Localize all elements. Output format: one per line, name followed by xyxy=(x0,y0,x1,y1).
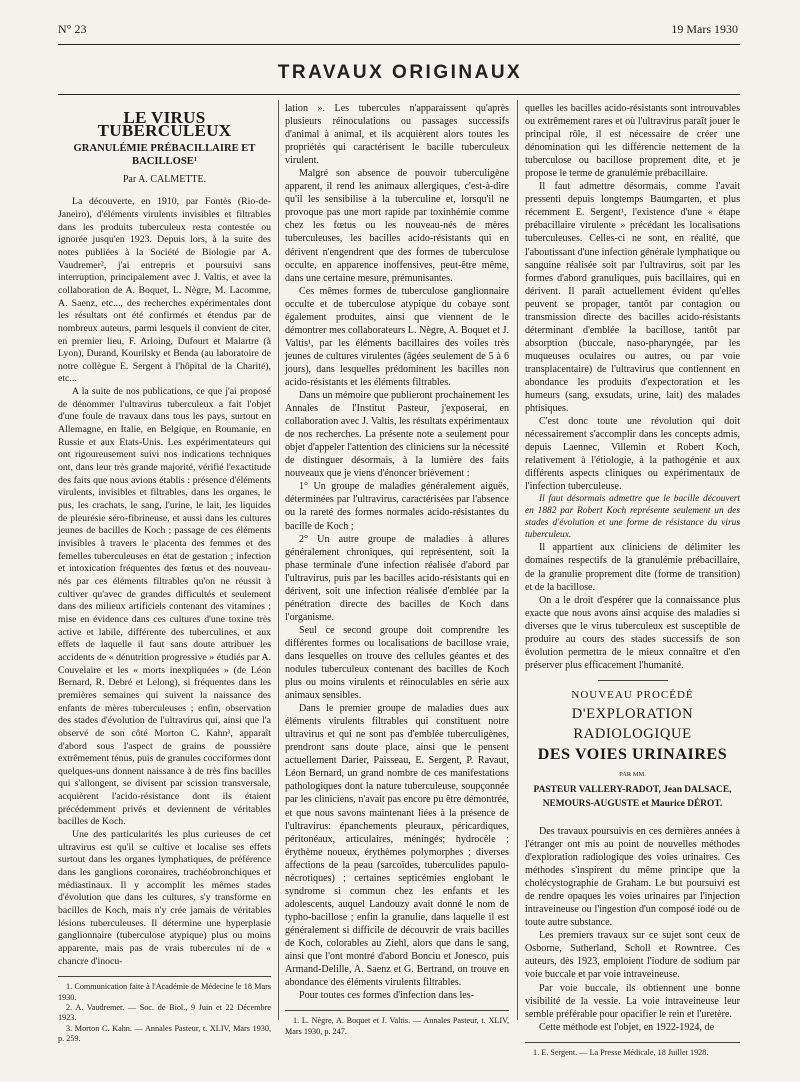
paragraph: 1° Un groupe de maladies généralement aiguës, déterminées par l'ultravirus, caractérisées par l'absence ou la rareté des formes normales acido-résistantes du bacille de Koch ; xyxy=(285,481,509,532)
paragraph: Cette méthode est l'objet, en 1922-1924, de xyxy=(539,1021,715,1033)
paragraph: La découverte, en 1910, par Fontès (Rio-de-Janeiro), d'éléments virulents invisibles et filtrables dans les produits tuberculeux resta contestée ou ignorée jusqu'en 1923. Depuis lors, à la suite des notes publiées à la Société de Biologie par A. Vaudremer², j'ai entrepris et poursuivi sans interruption, principalement avec J. Valtis, et avec la collaboration de A. Boquet, L. Nègre, M. Lacomme, A. Saenz, etc..., des recherches expérimentales dont les résultats ont été confirmés et étendus par de nombreux auteurs, parmi lesquels il convient de citer, en premier lieu, F. Arloing, Dufourt et Malartre (à Lyon), Durand, Kourilsky et Benda (au laboratoire de notre collègue E. Sergent à l'hôpital de la Charité), etc... xyxy=(58,196,271,385)
article2-authors-line1: PASTEUR VALLERY-RADOT, Jean DALSACE, xyxy=(533,784,732,795)
paragraph-italic: Il faut désormais admettre que le bacille découvert en 1882 par Robert Koch représente seulement un des stades d'évolution et une forme de résistance du virus tuberculeux. xyxy=(525,494,740,541)
article2-title-line3: DES VOIES URINAIRES xyxy=(537,745,728,763)
article-separator xyxy=(598,680,668,681)
footnote-rule xyxy=(525,1042,740,1043)
footnote-rule xyxy=(58,976,271,977)
paragraph: Ces mêmes formes de tuberculose ganglionnaire occulte et de tuberculose atypique du cobaye sont également produites, ainsi que viennent de le démontrer mes collaborateurs L. Nègre, A. Boquet et J. Valtis¹, par les éléments bacillaires des voiles très jeunes de cultures virulentes (âgées seulement de 5 à 6 jours), dans lesquelles prédominent les bacilles non acido-résistants et les éléments filtrables. xyxy=(285,285,509,388)
section-rule xyxy=(58,94,740,95)
article2-title-line2: D'EXPLORATION RADIOLOGIQUE xyxy=(571,705,694,742)
column-2 xyxy=(285,102,509,1037)
paragraph: Il faut admettre désormais, comme l'avait pressenti depuis longtemps Baumgarten, et plus récemment E. Sergent¹, l'existence d'une « étape prébacillaire virulente » précédant les localisations tuberculeuses. Celles-ci ne sont, en réalité, que l'aboutissant d'une infection générale lymphatique ou sanguine réalisée soit par l'ultravirus, soit par les formes d'abord granuliques, puis bacillaires, qui en dérivent. Il paraît actuellement évident qu'elles peuvent se propager, tantôt par contagion ou transmission directe des bacilles acido-résistants déterminant d'emblée la bacillose, tantôt par absorption (buccale, naso-pharyngée, par les muqueuses oculaires ou autres, ou par voie transplacentaire) de l'ultravirus que contiennent en abondance les produits d'expectoration et les humeurs (sang, exsudats, urine, lait) des malades phtisiques. xyxy=(525,181,740,415)
paragraph: quelles les bacilles acido-résistants sont introuvables ou extrêmement rares et où l'ultravirus paraît jouer le principal rôle, il est nécessaire de créer une dénomination qui les différencie nettement de la tuberculose ou bacillose proprement dite, et je propose le terme de granulémie prébacillaire. xyxy=(525,103,740,180)
footnote: 2. A. Vaudremer. — Soc. de Biol., 9 Juin et 22 Décembre 1923. xyxy=(58,1002,271,1023)
footnote: 1. Communication faite à l'Académie de Médecine le 18 Mars 1930. xyxy=(58,982,271,1002)
article2-par: PAR MM. xyxy=(619,770,646,778)
column-3 xyxy=(525,102,740,1058)
article-title: LE VIRUS TUBERCULEUX xyxy=(97,108,232,140)
column-1 xyxy=(58,102,271,1044)
paragraph: Dans le premier groupe de maladies dues aux éléments virulents filtrables qui constituent notre ultravirus et qui ne sont pas d'emblée tuberculigènes, prendront sans doute place, ainsi que le pensent actuellement Darier, Paisseau, E. Sergent, P. Ravaut, Léon Bernard, un grand nombre de ces manifestations pathologiques dont la nature tuberculeuse, soupçonnée par les cliniciens, n'avait pas encore pu être démontrée, et que nous savons maintenant liées à la présence de l'ultravirus: épanchements pleuraux, péricardiques, péritonéaux, articulaires, méningés; hydrocèle ; érythème noueux, érythèmes polymorphes ; diverses affections de la peau (sarcoïdes, tuberculides papulo-nécrotiques) ; certaines septicémies englobant le syndrome si commun chez les enfants et les adolescents, auquel Landouzy avait donné le nom de typho-bacillose ; enfin la granulie, dans laquelle il est généralement si difficile de découvrir de vrais bacilles de Koch, colorables au Ziehl, alors que dans le sang, ainsi que l'ont montré d'abord Bonciu et Jonesco, puis Armand-Delille, A. Saenz et G. Bertrand, on trouve en abondance des éléments virulents filtrables. xyxy=(285,703,509,989)
paragraph: Des travaux poursuivis en ces dernières années à l'étranger ont mis au point de nouvelles méthodes d'exploration radiologique des voies urinaires. Ces méthodes s'inspirent du même principe que la cholécystographie de Graham. Le but poursuivi est de rendre opaques les voies urinaires par l'injection intraveineuse ou l'ingestion d'un composé iodé ou de toute autre substance. xyxy=(525,825,740,929)
article-byline: Par A. CALMETTE. xyxy=(122,173,207,185)
paragraph: Pour toutes ces formes d'infection dans les- xyxy=(299,990,475,1002)
paragraph: 2° Un autre groupe de maladies à allures généralement chroniques, qui représentent, soit la phase terminale d'une infection réalisée d'abord par l'ultravirus, puis par les bacilles acido-résistants qui en dérivent, soit une infection réalisée d'emblée par la pénétration directe des bacilles de Koch dans l'organisme. xyxy=(285,533,509,623)
article2-title-line1: NOUVEAU PROCÉDÉ xyxy=(571,688,694,701)
footnote: 1. L. Nègre, A. Boquet et J. Valtis. — Annales Pasteur, t. XLIV, Mars 1930, p. 247. xyxy=(285,1016,509,1036)
paragraph: C'est donc toute une révolution qui doit nécessairement s'accomplir dans les concepts admis, depuis Laennec, Villemin et Robert Koch, relativement à l'étiologie, à la pathogénie et aux différents aspects cliniques ou expérimentaux de l'infection tuberculeuse. xyxy=(525,416,740,493)
footnote-rule xyxy=(285,1010,509,1011)
article2-authors-line2: NEMOURS-AUGUSTE et Maurice DÉROT. xyxy=(542,798,723,809)
paragraph: On a le droit d'espérer que la connaissance plus exacte que nous avons ainsi acquise des maladies si diverses que le virus tuberculeux est susceptible de produire au cours des stades successifs de son évolution permettra de le mieux connaître et d'en préserver plus efficacement l'humanité. xyxy=(525,594,740,671)
column-divider xyxy=(517,100,518,1020)
section-title: TRAVAUX ORIGINAUX xyxy=(277,62,523,83)
paragraph: Malgré son absence de pouvoir tuberculigène apparent, il rend les animaux allergiques, c'est-à-dire qu'il les sensibilise à la tuberculine et, lorsqu'il ne provoque pas une mort rapide par toxinhémie comme chez les fœtus ou les nouveau-nés de mères tuberculeuses, les bacilles acido-résistants qui en dérivent n'engendrent que des formes de tuberculose occulte, en apparence inoffensives, peut-être même, dans une certaine mesure, prémunisantes. xyxy=(285,168,509,284)
paragraph: Une des particularités les plus curieuses de cet ultravirus est qu'il se cultive et localise ses effets surtout dans les organes lymphatiques, de préférence dans les ganglions coronaires, trachéobronchiques et médiastinaux. Il y accomplit les mêmes stades d'évolution que dans les cultures, s'y transforme en bacilles de Koch, mais n'y crée jamais de véritables lésions tuberculeuses. Il détermine une hyperplasie ganglionnaire (tuberculose atypique) plus ou moins apparente, mais pas de vrais tubercules ni de « chancre d'inocu- xyxy=(58,829,271,967)
paragraph: Seul ce second groupe doit comprendre les différentes formes ou localisations de bacillose vraie, dans lesquelles on trouve des cellules géantes et des nodules tuberculeux contenant des bacilles de Koch plus ou moins virulents et réinoculables en série aux animaux sensibles. xyxy=(285,624,509,702)
footnote: 1. E. Sergent. — La Presse Médicale, 18 Juillet 1928. xyxy=(533,1047,709,1057)
issue-number: N° 23 xyxy=(58,22,87,36)
header-rule xyxy=(58,44,740,45)
paragraph: lation ». Les tubercules n'apparaissent qu'après plusieurs réinoculations ou passages successifs d'animal à animal, et ils acquièrent alors toutes les propriétés qui caractérisent le bacille tuberculeux virulent. xyxy=(285,103,509,167)
column-divider xyxy=(278,100,279,1020)
paragraph: A la suite de nos publications, ce que j'ai proposé de dénommer l'ultravirus tuberculeux a fait l'objet d'une foule de travaux dans tous les pays, surtout en Allemagne, en Italie, en Belgique, en Roumanie, en Russie et aux Etats-Unis. Les expérimentateurs qui ont rigoureusement suivi nos indications techniques ont, dans leur très grande majorité, vérifié l'exactitude des faits que nous avions établis : présence d'éléments virulents, invisibles et filtrables, dans les organes, le pus, les crachats, le sang, l'urine, le lait, les liquides de pleurésie séro-fibrineuse, et aussi dans les cultures jeunes de bacilles de Koch ; passage de ces éléments invisibles à travers le placenta des femmes et des femelles tuberculeuses en état de gestation ; infection et intoxication fréquentes des fœtus et des nouveau-nés par ces éléments filtrables qu'on ne réussit à cultiver qu'avec de grandes difficultés et seulement dans des milieux artificiels contenant des vitamines ; mise en évidence dans ces cultures d'une toxine très active et labile, différente des tuberculines, et aux effets de laquelle il faut sans doute attribuer les accidents de « dénutrition progressive » étudiés par A. Couvelaire et les « morts inexpliquées » (de Léon Bernard, R. Debré et Lelong), si fréquentes dans les premières semaines qui suivent la naissance des enfants de mères tuberculeuses ; enfin, observation des stades d'évolution de l'ultravirus qui, ainsi que l'a observé de son côté Morton C. Kahn³, apparaît d'abord sous l'aspect de grains de poussière extrêmement ténus, puis de granules cocciformes dont quelques-uns donnent naissance à de très fins bacilles qui s'allongent, se divisent par scission transversale, acquièrent l'acido-résistance dont ils étaient précédemment privés et deviennent de véritables bacilles de Koch. xyxy=(58,386,271,828)
footnote: 3. Morton C. Kahn. — Annales Pasteur, t. XLIV, Mars 1930, p. 259. xyxy=(58,1023,271,1043)
issue-date: 19 Mars 1930 xyxy=(671,22,738,36)
paragraph: Les premiers travaux sur ce sujet sont ceux de Osborne, Sutherland, Scholl et Rowntree. Ces auteurs, dès 1923, emploient l'iodure de sodium par voie buccale et par voie intraveineuse. xyxy=(525,930,740,981)
paragraph: Par voie buccale, ils obtiennent une bonne visibilité de la vessie. La voie intraveineuse leur semble préférable pour opacifier le rein et l'uretère. xyxy=(525,982,740,1020)
paragraph: Dans un mémoire que publieront prochainement les Annales de l'Institut Pasteur, j'exposerai, en collaboration avec J. Valtis, les résultats expérimentaux de nos recherches. La présente note a seulement pour objet d'appeler l'attention des cliniciens sur la nécessité de distinguer désormais, à la lumière des faits nouveaux que je viens d'énoncer brièvement : xyxy=(285,390,509,480)
article-subtitle: GRANULÉMIE PRÉBACILLAIRE ET BACILLOSE¹ xyxy=(73,143,256,167)
article2-authors xyxy=(525,783,740,811)
paragraph: Il appartient aux cliniciens de délimiter les domaines respectifs de la granulémie prébacillaire, de la granulie proprement dite (forme de transition) et de la bacillose. xyxy=(525,542,740,593)
